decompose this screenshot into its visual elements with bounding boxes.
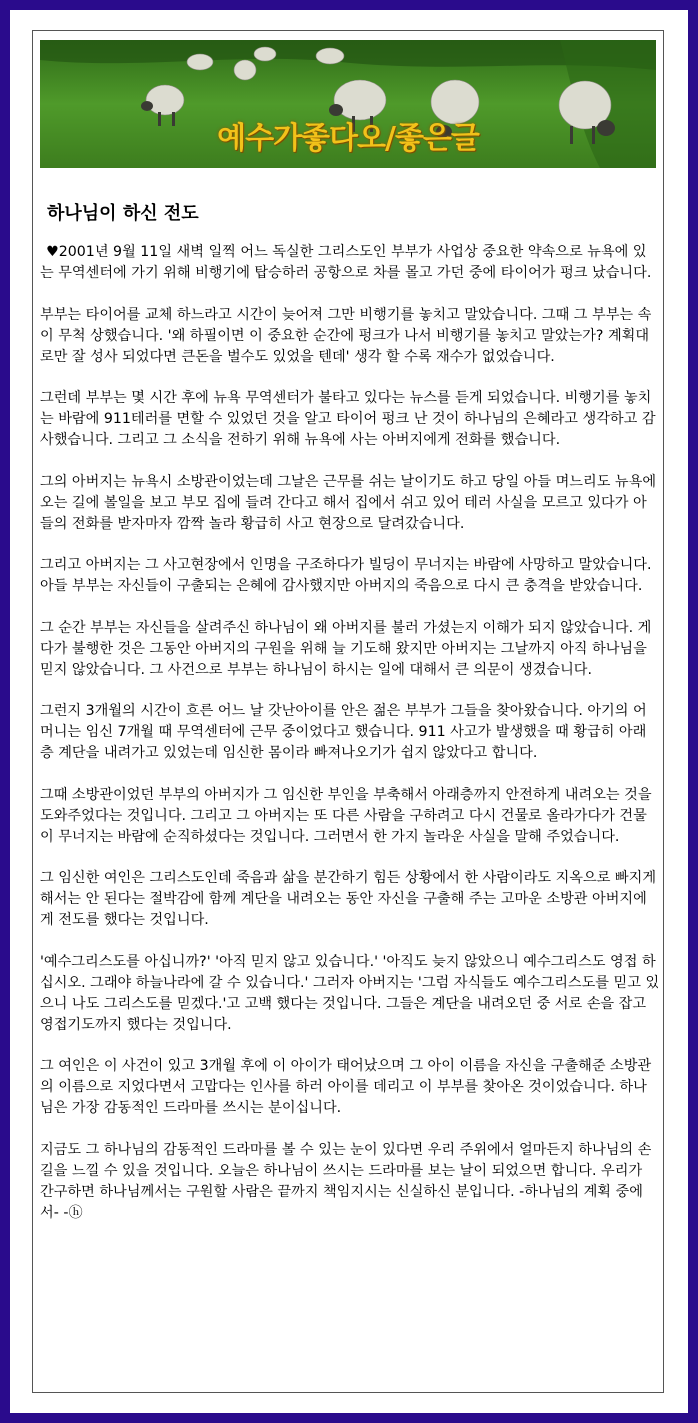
paragraph: 그 순간 부부는 자신들을 살려주신 하나님이 왜 아버지를 불러 가셨는지 이해가 되지 않았습니다. 게다가 불행한 것은 그동안 아버지의 구원을 위해 늘 기도해 왔지만 아버지는 그날까지 아직 하나님을 믿지 않았습니다. 그 사건으로 부부는 하나님이 하시는 일에 대해서 큰 의문이 생겼습니다. <box>40 619 652 678</box>
paragraph: 그런지 3개월의 시간이 흐른 어느 날 갓난아이를 안은 젊은 부부가 그들을 찾아왔습니다. 아기의 어머니는 임신 7개월 때 무역센터에 근무 중이었다고 했습니다. 911 사고가 발생했을 때 황급히 아래층 계단을 내려가고 있었는데 임신한 몸이라 빠져나오기가 쉽지 않았다고 합니다. <box>40 703 647 761</box>
content-frame <box>32 30 664 1393</box>
article-body <box>40 242 660 1244</box>
paragraph: 지금도 그 하나님의 감동적인 드라마를 볼 수 있는 눈이 있다면 우리 주위에서 얼마든지 하나님의 손길을 느낄 수 있을 것입니다. 오늘은 하나님이 쓰시는 드라마를 보는 날이 되었으면 합니다. 우리가 간구하면 하나님께서는 구원할 사람은 끝까지 책임지시는 신실하신 분입니다. -하나님의 계획 중에서- -ⓗ <box>40 1141 652 1221</box>
banner-title: 예수가좋다오/좋은글 <box>217 121 479 156</box>
banner-image <box>40 40 656 168</box>
paragraph: ♥2001년 9월 11일 새벽 일찍 어느 독실한 그리스도인 부부가 사업상 중요한 약속으로 뉴욕에 있는 무역센터에 가기 위해 비행기에 탑승하러 공항으로 차를 몰고 가던 중에 타이어가 펑크 났습니다. <box>40 244 652 281</box>
article-title: 하나님이 하신 전도 <box>47 203 199 224</box>
paragraph: 그 임신한 여인은 그리스도인데 죽음과 삶을 분간하기 힘든 상황에서 한 사람이라도 지옥으로 빠지게 해서는 안 된다는 절박감에 함께 계단을 내려오는 동안 자신을 구출해 주는 고마운 소방관 아버지에게 전도를 했다는 것입니다. <box>40 870 657 928</box>
paragraph: 부부는 타이어를 교체 하느라고 시간이 늦어져 그만 비행기를 놓치고 말았습니다. 그때 그 부부는 속이 무척 상했습니다. '왜 하필이면 이 중요한 순간에 펑크가 나서 비행기를 놓치고 말았는가? 계획대로만 잘 성사 되었다면 큰돈을 벌수도 있었을 텐데' 생각 할 수록 재수가 없었습니다. <box>40 306 652 365</box>
paragraph: 그런데 부부는 몇 시간 후에 뉴욕 무역센터가 불타고 있다는 뉴스를 듣게 되었습니다. 비행기를 놓치는 바람에 911테러를 면할 수 있었던 것을 알고 타이어 펑크 난 것이 하나님의 은혜라고 생각하고 감사했습니다. 그리고 그 소식을 전하기 위해 뉴욕에 사는 아버지에게 전화를 했습니다. <box>40 390 656 448</box>
paragraph: 그때 소방관이었던 부부의 아버지가 그 임신한 부인을 부축해서 아래층까지 안전하게 내려오는 것을 도와주었다는 것입니다. 그리고 그 아버지는 또 다른 사람을 구하려고 다시 건물로 올라가다가 건물이 무너지는 바람에 순직하셨다는 것입니다. 그러면서 한 가지 놀라운 사실을 말해 주었습니다. <box>40 786 652 845</box>
paragraph: '예수그리스도를 아십니까?' '아직 믿지 않고 있습니다.' '아직도 늦지 않았으니 예수그리스도 영접 하십시오. 그래야 하늘나라에 갈 수 있습니다.' 그러자 아버지는 '그럼 자식들도 예수그리스도를 믿고 있으니 나도 그리스도를 믿겠다.'고 고백 했다는 것입니다. 그들은 계단을 내려오던 중 서로 손을 잡고 영접기도까지 했다는 것입니다. <box>40 953 660 1033</box>
paragraph: 그의 아버지는 뉴욕시 소방관이었는데 그날은 근무를 쉬는 날이기도 하고 당일 아들 며느리도 뉴욕에 오는 길에 볼일을 보고 부모 집에 들려 간다고 해서 집에서 쉬고 있어 테러 사실을 모르고 있다가 아들의 전화를 받자마자 깜짝 놀라 황급히 사고 현장으로 달려갔습니다. <box>40 473 657 532</box>
paragraph: 그리고 아버지는 그 사고현장에서 인명을 구조하다가 빌딩이 무너지는 바람에 사망하고 말았습니다. 아들 부부는 자신들이 구출되는 은혜에 감사했지만 아버지의 죽음으로 다시 큰 충격을 받았습니다. <box>40 557 652 594</box>
page <box>10 10 688 1413</box>
paragraph: 그 여인은 이 사건이 있고 3개월 후에 이 아이가 태어났으며 그 아이 이름을 자신을 구출해준 소방관의 이름으로 지었다면서 고맙다는 인사를 하러 아이를 데리고 이 부부를 찾아온 것이었습니다. 하나님은 가장 감동적인 드라마를 쓰시는 분이십니다. <box>40 1058 652 1116</box>
